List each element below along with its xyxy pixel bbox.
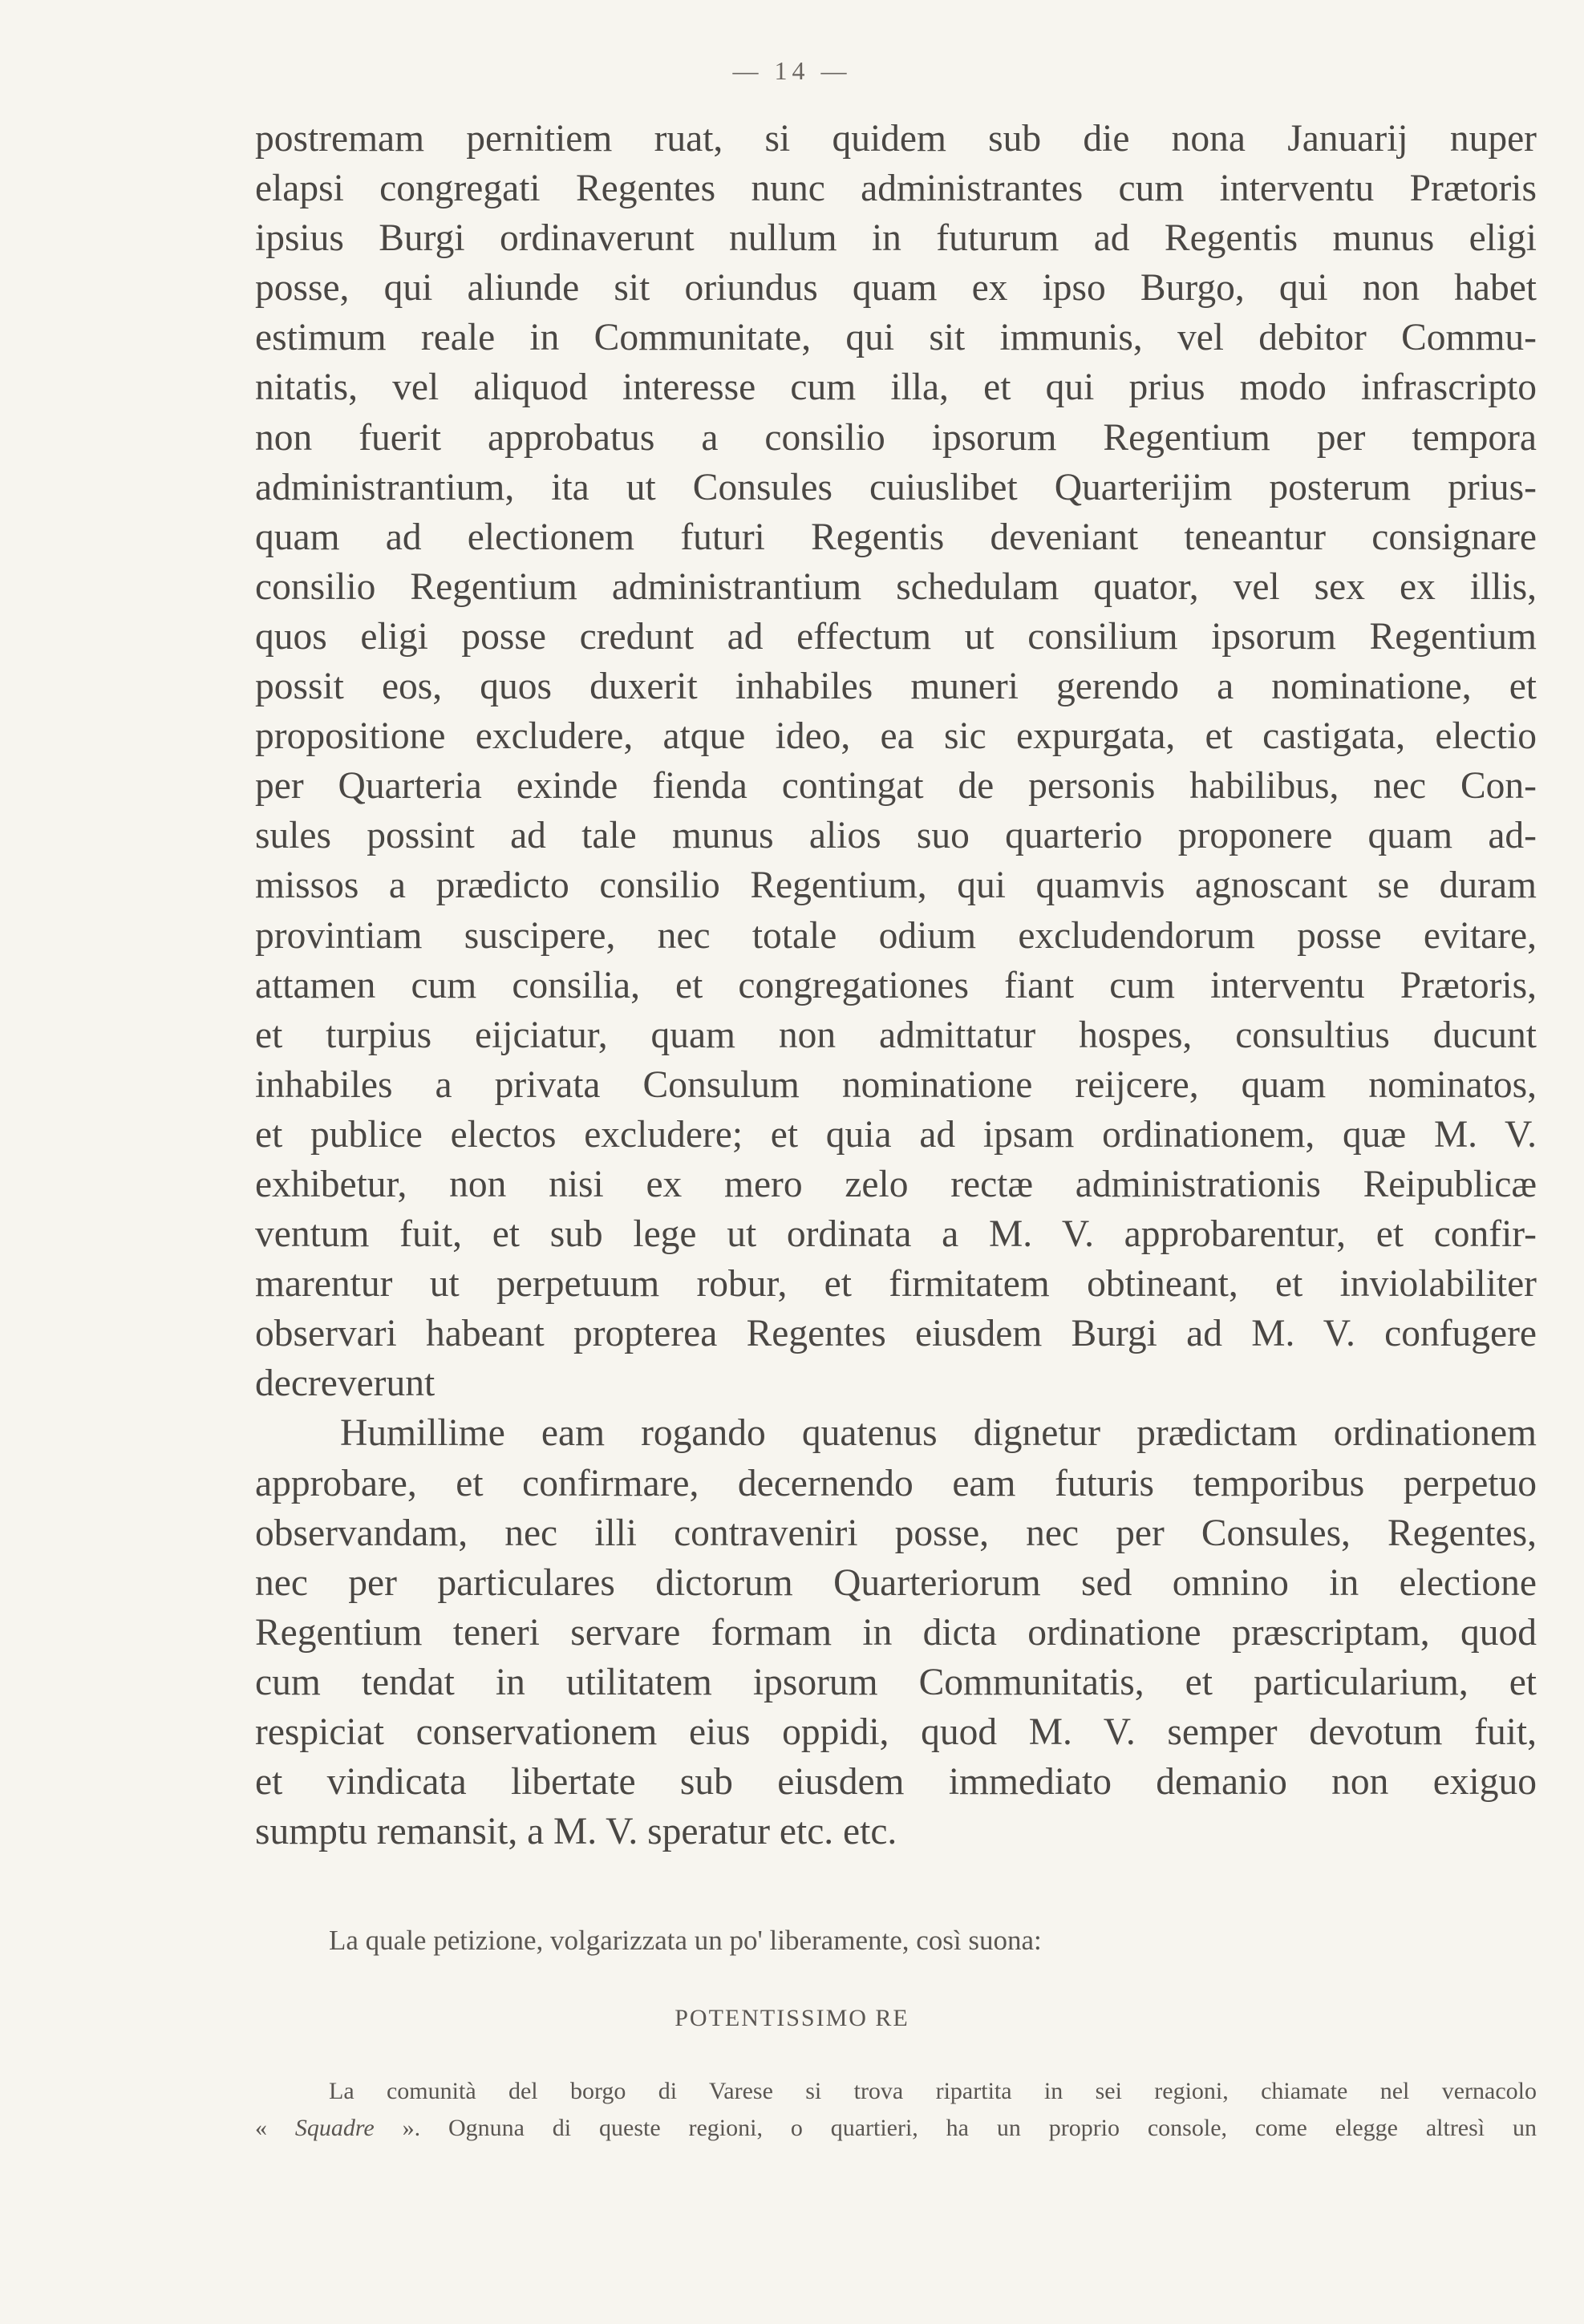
text-line: nitatis, vel aliquod interesse cum illa, et qui prius modo infrascripto — [255, 366, 1537, 409]
text-line: cum tendat in utilitatem ipsorum Communitatis, et particularium, et — [255, 1661, 1537, 1703]
text-line: Humillime eam rogando quatenus dignetur prædictam ordinationem — [340, 1412, 1537, 1455]
text-line: consilio Regentium administrantium schedulam quator, vel sex ex illis, — [255, 565, 1537, 608]
text-line: administrantium, ita ut Consules cuiuslibet Quarterijim posterum prius- — [255, 466, 1537, 508]
text-line: attamen cum consilia, et congregationes fiant cum interventu Prætoris, — [255, 964, 1537, 1006]
text-line: estimum reale in Communitate, qui sit immunis, vel debitor Commu- — [255, 317, 1537, 359]
text-line: sumptu remansit, a M. V. speratur etc. etc. — [255, 1811, 897, 1853]
text-line: respiciat conservationem eius oppidi, quod M. V. semper devotum fuit, — [255, 1711, 1537, 1753]
text-line: quos eligi posse credunt ad effectum ut consilium ipsorum Regentium — [255, 615, 1537, 658]
text-line: observandam, nec illi contraveniri posse, nec per Consules, Regentes, — [255, 1512, 1537, 1554]
text-line: approbare, et confirmare, decernendo eam futuris temporibus perpetuo — [255, 1462, 1537, 1504]
text-line: per Quarteria exinde fienda contingat de personis habilibus, nec Con- — [255, 765, 1537, 808]
text-continuation: ». Ognuna di queste regioni, o quartieri, ha un proprio console, come elegge altresì un — [374, 2115, 1537, 2141]
text-line: elapsi congregati Regentes nunc administrantes cum interventu Prætoris — [255, 168, 1537, 210]
text-line: non fuerit approbatus a consilio ipsorum Regentium per tempora — [255, 416, 1537, 459]
text-line: exhibetur, non nisi ex mero zelo rectæ administrationis Reipublicæ — [255, 1163, 1537, 1205]
text-line: postremam pernitiem ruat, si quidem sub die nona Januarij nuper — [255, 118, 1537, 160]
translation-intro: La quale petizione, volgarizzata un po' liberamente, così suona: — [329, 1925, 1042, 1956]
petition-latin-text — [255, 114, 1537, 1856]
text-line: et turpius eijciatur, quam non admittatur hospes, consultius ducunt — [255, 1014, 1537, 1056]
section-heading: POTENTISSIMO RE — [675, 2005, 909, 2031]
text-line: marentur ut perpetuum robur, et firmitatem obtineant, et inviolabiliter — [255, 1263, 1537, 1306]
text-line: La comunità del borgo di Varese si trova ripartita in sei regioni, chiamate nel vernacolo — [329, 2078, 1537, 2104]
text-line: quam ad electionem futuri Regentis deveniant teneantur consignare — [255, 516, 1537, 558]
text-line: ventum fuit, et sub lege ut ordinata a M. V. approbarentur, et confir- — [255, 1213, 1537, 1256]
text-line: provintiam suscipere, nec totale odium excludendorum posse evitare, — [255, 914, 1537, 957]
vernacular-term: Squadre — [294, 2115, 375, 2141]
text-line: inhabiles a privata Consulum nominatione reijcere, quam nominatos, — [255, 1063, 1537, 1106]
text-line: et vindicata libertate sub eiusdem immediato demanio non exiguo — [255, 1761, 1537, 1804]
text-line: ipsius Burgi ordinaverunt nullum in futurum ad Regentis munus eligi — [255, 217, 1537, 260]
text-line: et publice electos excludere; et quia ad ipsam ordinationem, quæ M. V. — [255, 1113, 1537, 1156]
text-line: decreverunt — [255, 1362, 435, 1405]
italian-translation-text — [255, 2073, 1537, 2147]
quote-open: « — [255, 2115, 295, 2141]
text-line: observari habeant propterea Regentes eiusdem Burgi ad M. V. confugere — [255, 1313, 1537, 1355]
text-line: sules possint ad tale munus alios suo quarterio proponere quam ad- — [255, 815, 1537, 857]
text-line: posse, qui aliunde sit oriundus quam ex ipso Burgo, qui non habet — [255, 267, 1537, 310]
text-line: nec per particulares dictorum Quarteriorum sed omnino in electione — [255, 1561, 1537, 1604]
text-line: Regentium teneri servare formam in dicta ordinatione præscriptam, quod — [255, 1611, 1537, 1654]
text-line: missos a prædicto consilio Regentium, qui quamvis agnoscant se duram — [255, 864, 1537, 907]
page-number: — 14 — — [732, 56, 852, 85]
text-line — [255, 2110, 1537, 2147]
text-line: possit eos, quos duxerit inhabiles muneri gerendo a nominatione, et — [255, 666, 1537, 708]
text-line: propositione excludere, atque ideo, ea sic expurgata, et castigata, electio — [255, 715, 1537, 758]
